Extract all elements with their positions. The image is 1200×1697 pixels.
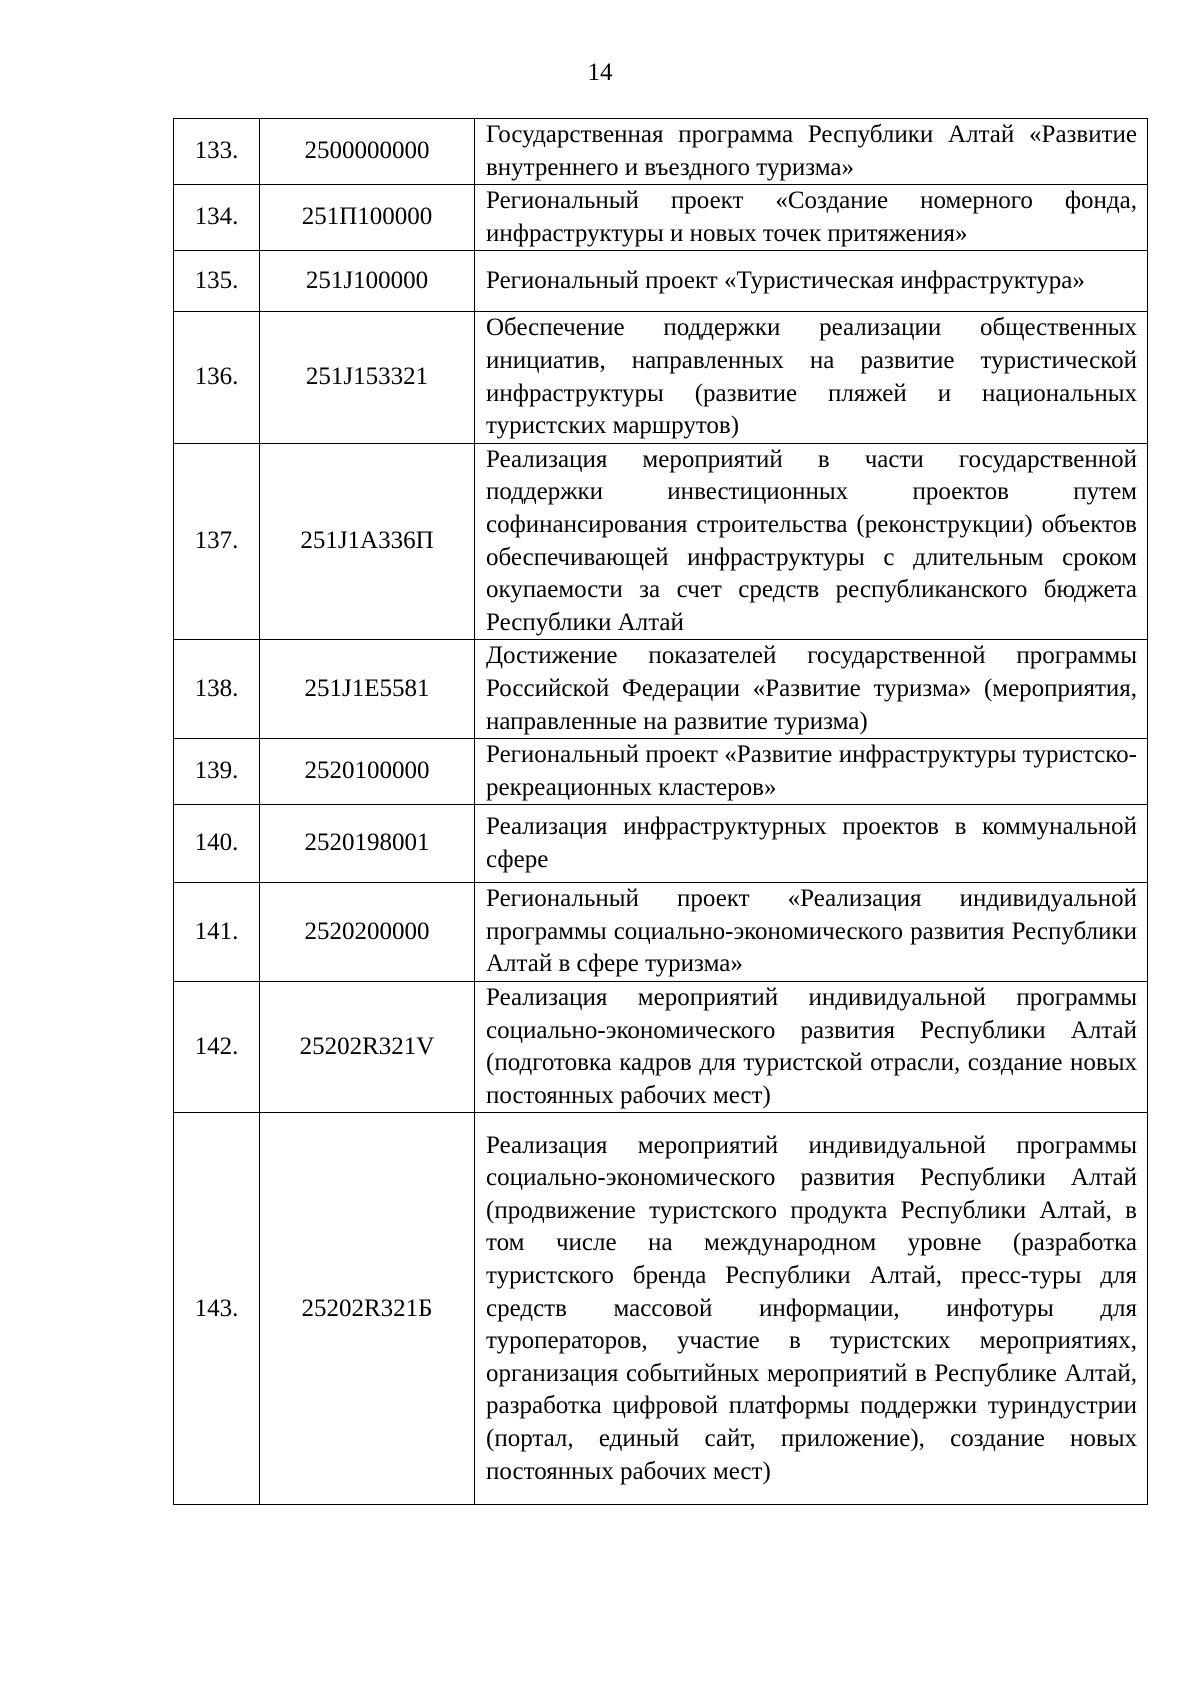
budget-code-table [173,118,1148,1505]
row-number: 133. [174,119,260,185]
row-description: Реализация мероприятий индивидуальной программы социально-экономического развития Республики Алтай (подготовка кадров для туристской отрасли, создание новых постоянных рабочих мест) [475,982,1148,1113]
row-description: Достижение показателей государственной программы Российской Федерации «Развитие туризма» (мероприятия, направленные на развитие туризма) [475,640,1148,739]
row-code: 2520198001 [260,805,475,883]
row-code: 25202R321Б [260,1113,475,1505]
row-code: 25202R321V [260,982,475,1113]
row-description: Государственная программа Республики Алтай «Развитие внутреннего и въездного туризма» [475,119,1148,185]
row-code: 251П100000 [260,185,475,251]
row-number: 134. [174,185,260,251]
row-description: Реализация мероприятий индивидуальной программы социально-экономического развития Республики Алтай (продвижение туристского продукта Республики Алтай, в том числе на международном уровне (разработка туристского бренда Республики Алтай, пресс-туры для средств массовой информации, инфотуры для туроператоров, участие в туристских мероприятиях, организация событийных мероприятий в Республике Алтай, разработка цифровой платформы поддержки туриндустрии (портал, единый сайт, приложение), создание новых постоянных рабочих мест) [475,1113,1148,1505]
table-row [174,1113,1148,1505]
row-code: 251J1А336П [260,443,475,640]
row-number: 141. [174,883,260,982]
table-row [174,739,1148,805]
row-code: 251J1Е5581 [260,640,475,739]
row-number: 140. [174,805,260,883]
row-number: 136. [174,312,260,443]
row-description: Обеспечение поддержки реализации общественных инициатив, направленных на развитие туристической инфраструктуры (развитие пляжей и национальных туристских маршрутов) [475,312,1148,443]
table-row [174,185,1148,251]
row-code: 251J100000 [260,251,475,312]
row-code: 2500000000 [260,119,475,185]
table-row [174,443,1148,640]
row-description: Региональный проект «Туристическая инфраструктура» [475,251,1148,312]
table-row [174,982,1148,1113]
row-description: Региональный проект «Реализация индивидуальной программы социально-экономического развития Республики Алтай в сфере туризма» [475,883,1148,982]
table-row [174,251,1148,312]
table-row [174,119,1148,185]
row-number: 138. [174,640,260,739]
row-description: Региональный проект «Развитие инфраструктуры туристско-рекреационных кластеров» [475,739,1148,805]
page-number: 14 [587,59,613,86]
row-number: 135. [174,251,260,312]
table-row [174,312,1148,443]
row-number: 139. [174,739,260,805]
table-row [174,640,1148,739]
row-description: Реализация мероприятий в части государственной поддержки инвестиционных проектов путем софинансирования строительства (реконструкции) объектов обеспечивающей инфраструктуры с длительным сроком окупаемости за счет средств республиканского бюджета Республики Алтай [475,443,1148,640]
row-number: 137. [174,443,260,640]
row-code: 251J153321 [260,312,475,443]
row-code: 2520100000 [260,739,475,805]
row-number: 143. [174,1113,260,1505]
row-code: 2520200000 [260,883,475,982]
table-row [174,883,1148,982]
row-number: 142. [174,982,260,1113]
row-description: Региональный проект «Создание номерного фонда, инфраструктуры и новых точек притяжения» [475,185,1148,251]
table-row [174,805,1148,883]
row-description: Реализация инфраструктурных проектов в коммунальной сфере [475,805,1148,883]
